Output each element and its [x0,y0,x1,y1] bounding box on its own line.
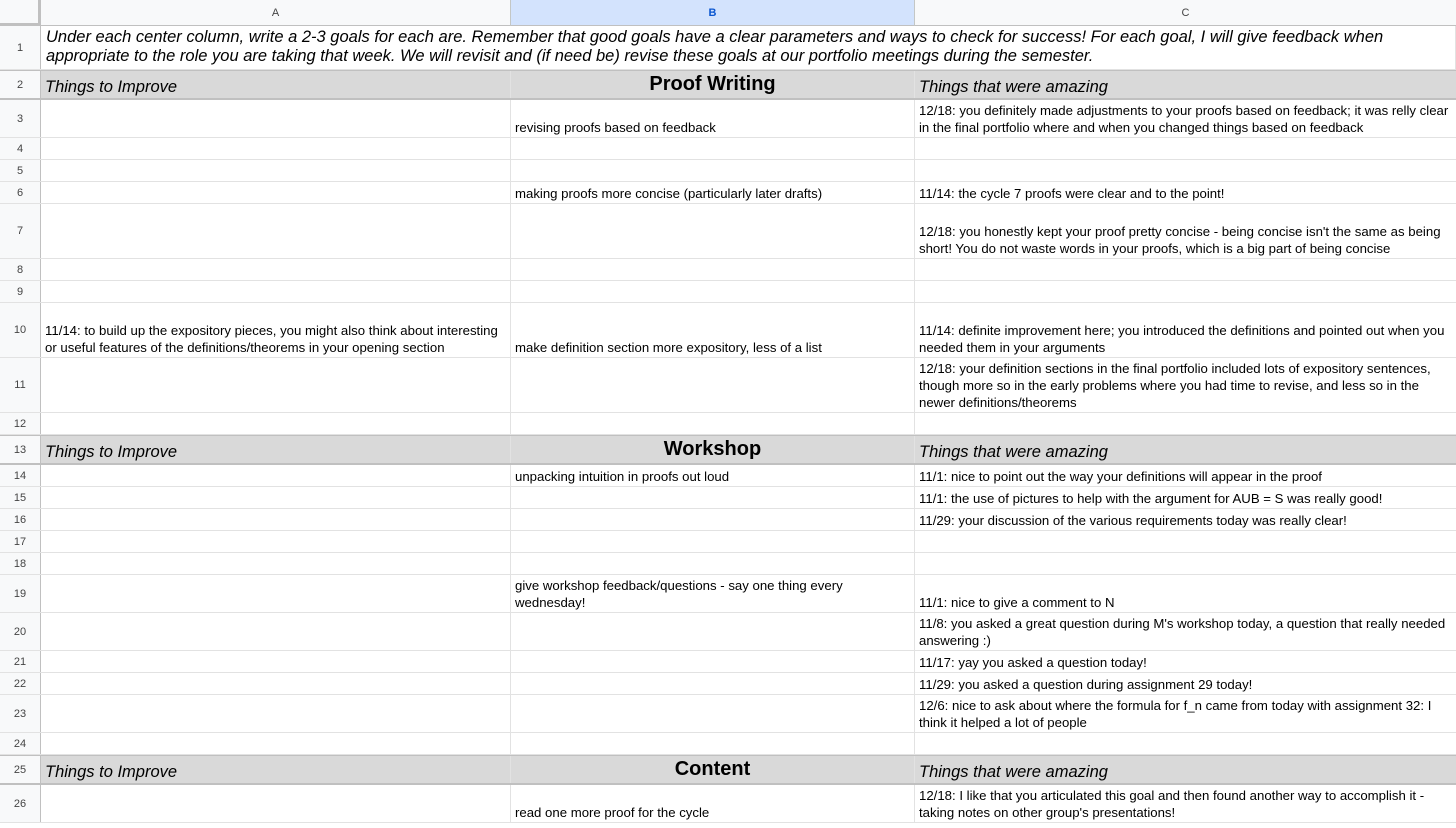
table-row [0,733,1456,755]
table-row [0,553,1456,575]
cell-c[interactable] [915,553,1456,574]
cell-a[interactable] [41,71,511,98]
cell-c[interactable] [915,695,1456,732]
cell-a[interactable] [41,303,511,357]
table-row [0,695,1456,733]
row-number[interactable]: 12 [0,413,41,434]
table-row [0,182,1456,204]
row-number[interactable]: 10 [0,303,41,357]
table-row [0,575,1456,613]
cell-text: 11/1: nice to give a comment to N [919,595,1115,610]
row-number[interactable]: 8 [0,259,41,280]
cell-c[interactable] [915,413,1456,434]
row-number[interactable]: 18 [0,553,41,574]
table-row [0,509,1456,531]
cell-a[interactable] [41,487,511,508]
table-row [0,303,1456,358]
cell-a[interactable] [41,204,511,258]
cell-b[interactable] [511,281,915,302]
table-row [0,26,1456,70]
cell-b[interactable] [511,509,915,530]
cell-c[interactable] [915,531,1456,552]
table-row [0,465,1456,487]
cell-b[interactable] [511,436,915,463]
column-header-b[interactable]: B [511,0,915,26]
column-caption: Things to Improve [45,763,178,781]
cell-text: 11/14: to build up the expository pieces, you might also think about interesting or useful features of the definitions/theorems in your opening section [45,323,498,355]
row-number[interactable]: 24 [0,733,41,754]
cell-text: read one more proof for the cycle [515,805,710,820]
section-header-row [0,435,1456,465]
cell-text: 11/29: your discussion of the various requirements today was really clear! [919,513,1347,528]
cell-c[interactable] [915,733,1456,754]
cell-a[interactable] [41,436,511,463]
cell-b[interactable] [511,138,915,159]
cell-b[interactable] [511,756,915,783]
row-number[interactable]: 20 [0,613,41,650]
cell-c[interactable] [915,509,1456,530]
row-number[interactable]: 6 [0,182,41,203]
cell-text: make definition section more expository, less of a list [515,340,822,355]
row-number[interactable]: 15 [0,487,41,508]
cell-b[interactable] [511,182,915,203]
cell-c[interactable] [915,204,1456,258]
cell-c[interactable] [915,651,1456,672]
row-number[interactable]: 13 [0,436,41,463]
cell-a[interactable] [41,465,511,486]
cell-b[interactable] [511,553,915,574]
table-row [0,487,1456,509]
section-header-row [0,70,1456,100]
column-header-c[interactable]: C [915,0,1456,26]
cell-a[interactable] [41,651,511,672]
cell-c[interactable] [915,100,1456,137]
row-number[interactable]: 4 [0,138,41,159]
cell-b[interactable] [511,358,915,412]
cell-b[interactable] [511,71,915,98]
cell-b[interactable] [511,204,915,258]
cell-b[interactable] [511,160,915,181]
cell-a[interactable] [41,259,511,280]
column-header-a[interactable]: A [41,0,511,26]
cell-text: 11/1: the use of pictures to help with the argument for AUB = S was really good! [919,491,1383,506]
table-row [0,100,1456,138]
table-row [0,673,1456,695]
cell-c[interactable] [915,259,1456,280]
cell-c[interactable] [915,182,1456,203]
cell-c[interactable] [915,138,1456,159]
cell-a[interactable] [41,281,511,302]
section-title: Workshop [663,437,762,460]
column-caption: Things to Improve [45,78,178,96]
cell-c[interactable] [915,673,1456,694]
cell-a[interactable] [41,509,511,530]
table-row [0,785,1456,823]
cell-text: 12/18: you definitely made adjustments to your proofs based on feedback; it was relly clear in the final portfolio where and when you changed things based on feedback [919,103,1449,135]
select-all-corner[interactable] [0,0,41,26]
intro-text: Under each center column, write a 2-3 goals for each are. Remember that good goals have a clear parameters and ways to check for success! For each goal, I will give feedback when appropriate to the role you are taking that week. We will revisit and (if need be) revise these goals at our portfolio meetings during the semester. [46,27,1384,65]
row-number[interactable]: 21 [0,651,41,672]
cell-a[interactable] [41,756,511,783]
table-row [0,531,1456,553]
cell-b[interactable] [511,487,915,508]
row-number[interactable]: 3 [0,100,41,137]
cell-text: 11/29: you asked a question during assignment 29 today! [919,677,1253,692]
table-row [0,204,1456,259]
cell-b[interactable] [511,575,915,612]
cell-b[interactable] [511,465,915,486]
table-row [0,281,1456,303]
row-number[interactable]: 22 [0,673,41,694]
cell-b[interactable] [511,673,915,694]
row-number[interactable]: 7 [0,204,41,258]
cell-a[interactable] [41,785,511,822]
table-row [0,613,1456,651]
cell-text: 11/17: yay you asked a question today! [919,655,1147,670]
cell-text: 11/14: the cycle 7 proofs were clear and to the point! [919,186,1225,201]
cell-a[interactable] [41,138,511,159]
cell-text: making proofs more concise (particularly later drafts) [515,186,823,201]
cell-text: 12/18: you honestly kept your proof pretty concise - being concise isn't the same as being short! You do not waste words in your proofs, which is a big part of being concise [919,224,1441,256]
row-number[interactable]: 11 [0,358,41,412]
cell-text: 12/18: I like that you articulated this goal and then found another way to accomplish it - taking notes on other group's presentations! [919,788,1425,820]
cell-a[interactable] [41,673,511,694]
cell-a[interactable] [41,358,511,412]
cell-text: 12/18: your definition sections in the final portfolio included lots of expository sentences, though more so in the early problems where you had time to revise, and less so in the newer definitions/theorems [919,361,1431,410]
cell-c[interactable] [915,281,1456,302]
cell-a[interactable] [41,160,511,181]
cell-a[interactable] [41,100,511,137]
section-title: Content [674,757,751,780]
cell-b[interactable] [511,785,915,822]
cell-b[interactable] [511,531,915,552]
cell-a[interactable] [41,733,511,754]
table-row [0,651,1456,673]
cell-text: give workshop feedback/questions - say one thing every wednesday! [515,578,843,610]
cell-c[interactable] [915,756,1456,783]
cell-c[interactable] [915,465,1456,486]
row-number[interactable]: 17 [0,531,41,552]
cell-c[interactable] [915,436,1456,463]
cell-a[interactable] [41,695,511,732]
column-caption: Things that were amazing [919,443,1108,461]
cell-b[interactable] [511,303,915,357]
cell-text: revising proofs based on feedback [515,120,716,135]
cell-a[interactable] [41,182,511,203]
cell-a[interactable] [41,413,511,434]
cell-b[interactable] [511,100,915,137]
cell-b[interactable] [511,259,915,280]
cell-text: unpacking intuition in proofs out loud [515,469,730,484]
cell-a[interactable] [41,553,511,574]
cell-c[interactable] [915,785,1456,822]
row-number[interactable]: 19 [0,575,41,612]
table-row [0,413,1456,435]
cell-c[interactable] [915,613,1456,650]
cell-a[interactable] [41,613,511,650]
cell-b[interactable] [511,733,915,754]
row-number[interactable]: 2 [0,71,41,98]
row-number[interactable]: 25 [0,756,41,783]
column-caption: Things that were amazing [919,763,1108,781]
column-caption: Things to Improve [45,443,178,461]
cell-c[interactable] [915,303,1456,357]
cell-text: 11/8: you asked a great question during M's workshop today, a question that really needed answering :) [919,616,1446,648]
section-header-row [0,755,1456,785]
section-title: Proof Writing [649,72,776,95]
cell-c[interactable] [915,575,1456,612]
row-number[interactable]: 26 [0,785,41,822]
row-number[interactable]: 16 [0,509,41,530]
cell-b[interactable] [511,413,915,434]
cell-c[interactable] [915,71,1456,98]
cell-c[interactable] [915,358,1456,412]
row-number[interactable]: 23 [0,695,41,732]
row-number[interactable]: 5 [0,160,41,181]
row-number[interactable]: 9 [0,281,41,302]
cell-b[interactable] [511,695,915,732]
row-number[interactable]: 14 [0,465,41,486]
cell-c[interactable] [915,160,1456,181]
cell-text: 11/14: definite improvement here; you introduced the definitions and pointed out when you needed them in your arguments [919,323,1445,355]
column-header-bar [0,0,1456,26]
cell-a[interactable] [41,575,511,612]
cell-text: 12/6: nice to ask about where the formula for f_n came from today with assignment 32: I think it helped a lot of people [919,698,1432,730]
table-row [0,160,1456,182]
cell-text: 11/1: nice to point out the way your definitions will appear in the proof [919,469,1322,484]
row-number[interactable]: 1 [0,26,41,69]
cell-b[interactable] [511,613,915,650]
column-caption: Things that were amazing [919,78,1108,96]
cell-b[interactable] [511,651,915,672]
table-row [0,358,1456,413]
cell-c[interactable] [915,487,1456,508]
table-row [0,138,1456,160]
intro-cell[interactable] [41,26,1456,69]
cell-a[interactable] [41,531,511,552]
table-row [0,259,1456,281]
